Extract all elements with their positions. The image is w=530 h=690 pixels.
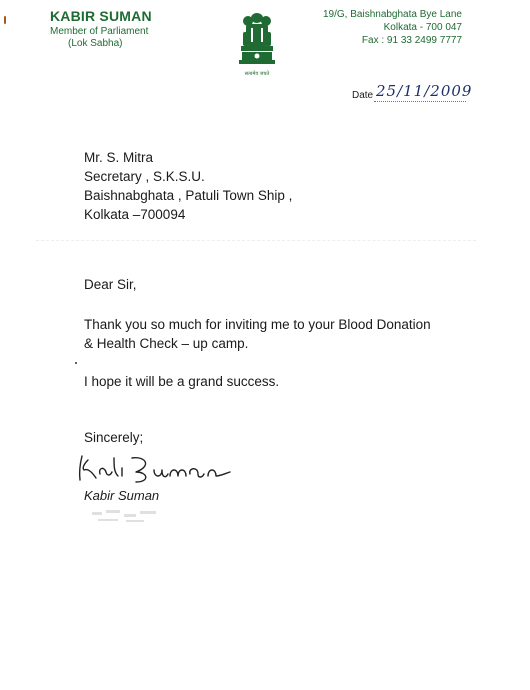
body-line: Thank you so much for inviting me to your Blood Donation [84,317,431,332]
address-line: Kolkata - 700 047 [383,22,462,33]
divider [36,240,476,241]
sender-house: (Lok Sabha) [68,38,123,49]
recipient-title: Secretary , S.K.S.U. [84,169,205,184]
sender-address [323,8,462,47]
recipient-city: Kolkata –700094 [84,207,186,222]
date-dotted-line [374,101,466,102]
date-value: 25/11/2009 [376,82,473,100]
scan-edge-mark [4,16,6,24]
recipient-street: Baishnabghata , Patuli Town Ship , [84,188,293,203]
emblem-motto: सत्यमेव जयते [244,71,270,77]
sender-title: Member of Parliament [50,26,149,37]
national-emblem-icon [234,8,280,80]
letter-body [84,275,484,391]
address-line: 19/G, Baishnabghata Bye Lane [323,9,462,20]
recipient-name: Mr. S. Mitra [84,150,154,165]
handwritten-signature [74,446,244,488]
recipient-address [84,148,292,224]
scan-smudge [90,506,160,526]
valediction: Sincerely; [84,430,144,445]
date-label: Date [352,90,374,101]
sender-name: KABIR SUMAN [50,8,152,24]
body-paragraph-2: I hope it will be a grand success. [84,374,280,389]
stray-mark [75,362,77,364]
salutation: Dear Sir, [84,277,137,292]
body-line: & Health Check – up camp. [84,336,249,351]
fax-line: Fax : 91 33 2499 7777 [361,35,462,46]
body-paragraph-1 [84,315,484,353]
date-field [352,84,472,106]
printed-name: Kabir Suman [84,488,160,503]
letterhead-sender [50,8,152,49]
